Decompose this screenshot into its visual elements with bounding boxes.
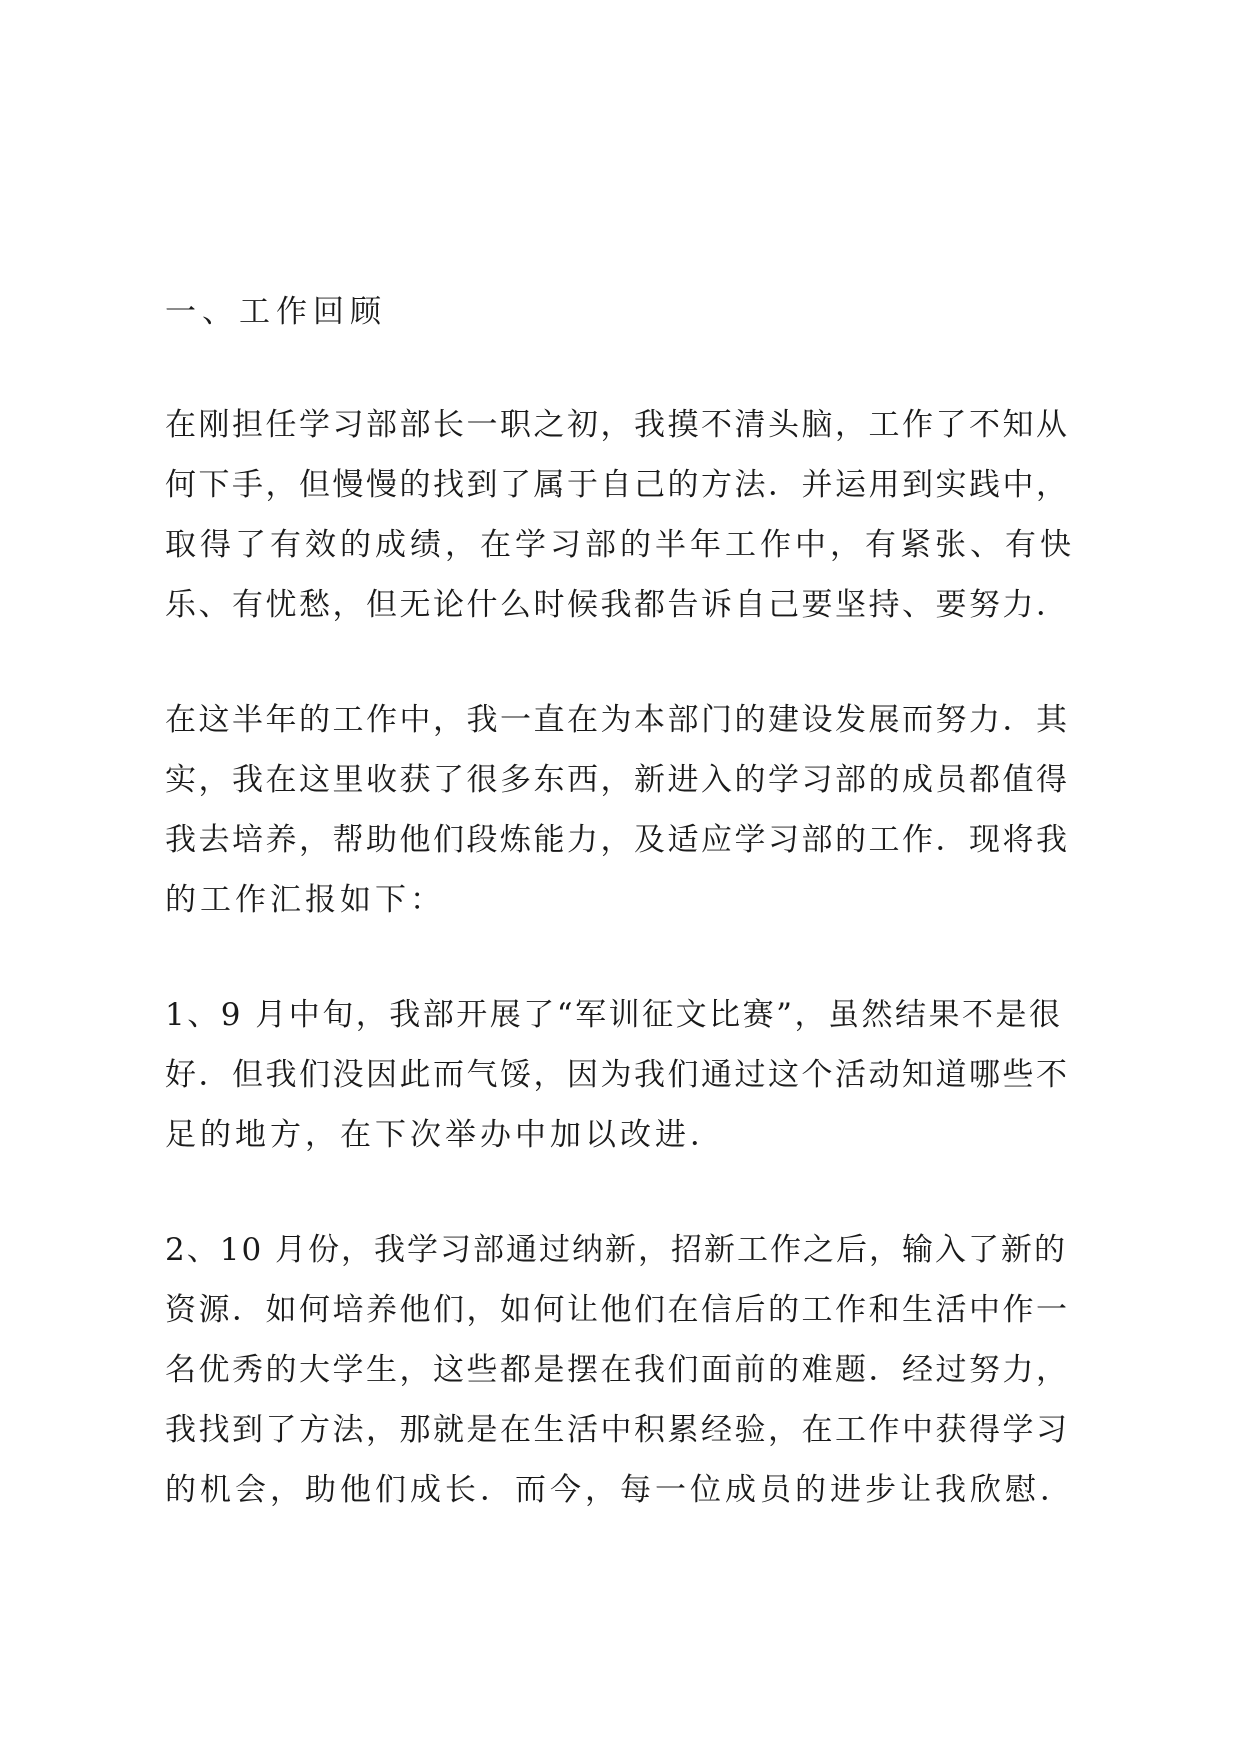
paragraph-line: 好．但我们没因此而气馁，因为我们通过这个活动知道哪些不	[165, 1057, 1070, 1093]
paragraph-line: 1、9 月中旬，我部开展了“军训征文比赛”，虽然结果不是很	[165, 997, 1063, 1033]
paragraph-line: 在刚担任学习部部长一职之初，我摸不清头脑，工作了不知从	[165, 407, 1070, 443]
paragraph-line: 取得了有效的成绩，在学习部的半年工作中，有紧张、有快	[165, 527, 1075, 563]
document-body	[165, 282, 1075, 1575]
section-heading: 一、工作回顾	[165, 294, 387, 330]
paragraph-line: 2、10 月份，我学习部通过纳新，招新工作之后，输入了新的	[165, 1232, 1068, 1268]
paragraph-line: 我去培养，帮助他们段炼能力，及适应学习部的工作．现将我	[165, 822, 1070, 858]
paragraph-line: 资源．如何培养他们，如何让他们在信后的工作和生活中作一	[165, 1292, 1070, 1328]
paragraph-intro	[165, 395, 1075, 635]
paragraph-line: 足的地方，在下次举办中加以改进．	[165, 1117, 725, 1153]
paragraph-line: 乐、有忧愁，但无论什么时候我都告诉自己要坚持、要努力．	[165, 587, 1070, 623]
paragraph-line: 实，我在这里收获了很多东西，新进入的学习部的成员都值得	[165, 762, 1070, 798]
paragraph-item-2	[165, 1220, 1075, 1520]
paragraph-line: 何下手，但慢慢的找到了属于自己的方法．并运用到实践中，	[165, 467, 1070, 503]
paragraph-line: 名优秀的大学生，这些都是摆在我们面前的难题．经过努力，	[165, 1352, 1070, 1388]
paragraph-item-1	[165, 985, 1075, 1165]
paragraph-line: 的机会，助他们成长．而今，每一位成员的进步让我欣慰．	[165, 1472, 1075, 1508]
paragraph-line: 的工作汇报如下：	[165, 882, 445, 918]
paragraph-line: 在这半年的工作中，我一直在为本部门的建设发展而努力．其	[165, 702, 1070, 738]
paragraph-summary	[165, 690, 1075, 930]
paragraph-line: 我找到了方法，那就是在生活中积累经验，在工作中获得学习	[165, 1412, 1070, 1448]
